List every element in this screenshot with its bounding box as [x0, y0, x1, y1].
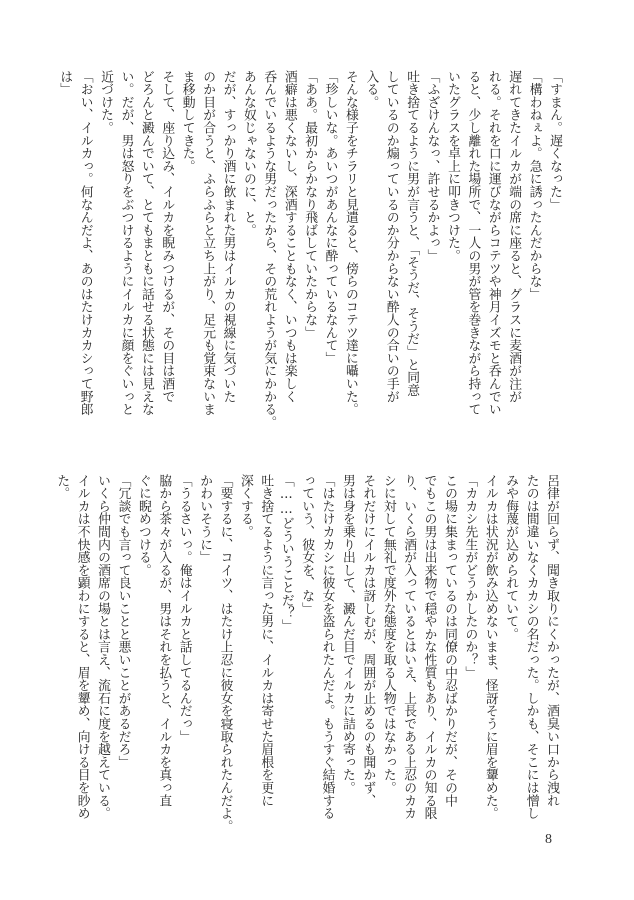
text-line: 「構わねぇよ。急に誘ったんだからな」	[526, 70, 542, 301]
text-line: ると、少し離れた場所で、一人の男が管を巻きながら持って	[465, 70, 481, 416]
text-line: たのは間違いなくカカシの名だった。しかも、そこには憎し	[523, 474, 539, 820]
text-line: 「ふざけんなっ、許せるかよっ」	[424, 70, 440, 262]
text-line: 男は身を乗り出して、澱んだ目でイルカに詰め寄った。	[339, 474, 355, 794]
text-line: 呑んでいるような男だったから、その荒れようが気にかかる。	[261, 70, 277, 429]
text-line: れる。それを口に運びながらコテツや神月イズモと呑んでい	[485, 70, 501, 416]
text-line: っていう、彼女を、な」	[299, 474, 315, 615]
text-line: 「……どういうことだ？」	[278, 474, 294, 632]
text-line: 「珍しいな。あいつがあんなに酔っているなんて」	[322, 70, 338, 365]
text-line: 遅れてきたイルカが端の席に座ると、グラスに麦酒が注が	[506, 70, 522, 403]
text-line: 「カカシ先生がどうかしたのか？」	[462, 474, 478, 679]
text-line: イルカは状況が飲み込めないまま、怪訝そうに眉を顰めた。	[482, 474, 498, 820]
text-line: 酒癖は悪くないし、深酒することもなく、いつもは楽しく	[281, 70, 297, 403]
text-line: のか目が合うと、ふらふらと立ち上がり、足元も覚束ないま	[200, 70, 216, 416]
text-line: は」	[57, 70, 73, 96]
text-line: でもこの男は出来物で穏やかな性質もあり、イルカの知る限	[421, 474, 437, 820]
text-line: 入る。	[363, 70, 379, 109]
text-line: しているのか煽っているのか分からない酔人の合いの手が	[383, 70, 399, 403]
text-line: 脇から茶々が入るが、男はそれを払うと、イルカを真っ直	[156, 474, 172, 807]
text-line: た。	[54, 474, 70, 500]
text-line: 深くする。	[237, 474, 253, 538]
text-line: 「ああ。最初からかなり飛ばしていたからな」	[302, 70, 318, 339]
text-line: いくら仲間内の酒席の場とは言え、流石に度を越えている。	[95, 474, 111, 820]
text-line: そんな様子をチラリと見遣ると、傍らのコテツ達に囁いた。	[342, 70, 358, 416]
text-line: それだけにイルカは訝しむが、周囲が止めるのも聞かず、	[360, 474, 376, 807]
text-line: あんな奴じゃないのに、と。	[240, 70, 256, 237]
text-line: 近づけた。	[98, 70, 114, 134]
text-line: 「すまん。遅くなった」	[547, 70, 562, 211]
text-line: シに対して無礼で度外な態度を取る人物ではなかった。	[380, 474, 396, 794]
text-line: 「要するに、コイツ、はたけ上忍に彼女を寝取られたんだよ。	[217, 474, 233, 833]
text-line: この場に集まっているのは同僚の中忍ばかりだが、その中	[441, 474, 457, 807]
text-line: 吐き捨てるように言った男に、イルカは寄せた眉根を更に	[258, 474, 274, 807]
text-line: いたグラスを卓上に叩きつけた。	[444, 70, 460, 262]
text-line: ぐに睨めつける。	[135, 474, 151, 577]
text-line: 「はたけカカシに彼女を盗られたんだよ。もうすぐ結婚する	[319, 474, 335, 820]
text-line: どろんと澱んでいて、とてもまともに話せる状態には見えな	[138, 70, 154, 416]
text-line: り、いくら酒が入っているとはいえ、上長である上忍のカカ	[401, 474, 417, 820]
text-line: かわいそうに」	[197, 474, 213, 564]
text-line: ま移動してきた。	[179, 70, 195, 173]
text-line: イルカは不快感を顕わにすると、眉を顰め、向ける目を眇め	[74, 474, 90, 820]
text-line: 吐き捨てるように男が言うと、「そうだ、そうだ」と同意	[404, 70, 420, 397]
text-line: い。だが、男は怒りをぶつけるようにイルカに顔をぐいっと	[118, 70, 134, 416]
lower-text-block	[54, 474, 561, 833]
text-line: 「冗談でも言って良いことと悪いことがあるだろ」	[115, 474, 131, 769]
page-number: 8	[545, 832, 552, 847]
text-line: そして、座り込み、イルカを睨みつけるが、その目は酒で	[159, 70, 175, 403]
text-line: みや侮蔑が込められていて。	[503, 474, 519, 641]
text-line: だが、すっかり酒に飲まれた男はイルカの視線に気づいた	[220, 70, 236, 403]
text-line: 「うるさいっ。俺はイルカと話してるんだっ」	[176, 474, 192, 743]
text-line: 「おい、イルカっ。何なんだよ、あのはたけカカシって野郎	[77, 70, 93, 416]
text-line: 呂律が回らず、聞き取りにくかったが、酒臭い口から洩れ	[544, 474, 559, 807]
upper-text-block	[57, 70, 564, 429]
